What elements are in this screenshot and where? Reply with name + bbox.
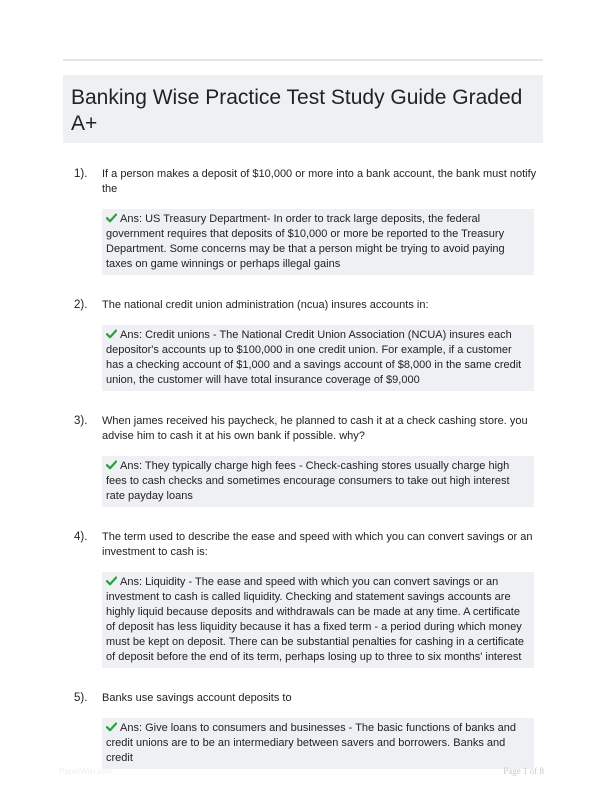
answer-box <box>102 325 534 391</box>
answer-text: Ans: Credit unions - The National Credit Union Association (NCUA) insures each depositor's accounts up to $100,000 in one credit union. For example, if a customer has a checking account of $1,000 and a savings account of $8,000 in the same credit union, the customer will have total insurance coverage of $9,000 <box>106 329 522 386</box>
qa-item-5 <box>63 690 543 769</box>
qa-item-1 <box>63 166 543 275</box>
question-number: 5). <box>74 692 88 704</box>
question-text: If a person makes a deposit of $10,000 or more into a bank account, the bank must notify the <box>102 168 537 195</box>
page-title: Banking Wise Practice Test Study Guide Graded A+ <box>71 86 523 135</box>
question-number: 3). <box>74 415 88 427</box>
question-text: When james received his paycheck, he planned to cash it at a check cashing store. you advise him to cash it at his own bank if possible. why? <box>102 415 528 442</box>
page-number: Page 1 of 8 <box>503 766 544 776</box>
answer-box <box>102 718 534 769</box>
qa-list <box>63 166 543 791</box>
title-banner <box>63 75 543 143</box>
answer-box <box>102 209 534 275</box>
check-icon <box>106 460 117 470</box>
answer-text: Ans: US Treasury Department- In order to track large deposits, the federal government requires that deposits of $10,000 or more be reported to the Treasury Department. Some concerns may be that a person might be trying to avoid paying taxes on game winnings or perhaps illegal gains <box>106 213 505 270</box>
qa-item-4 <box>63 529 543 668</box>
answer-box <box>102 456 534 507</box>
question-number: 2). <box>74 299 88 311</box>
question-text: The term used to describe the ease and speed with which you can convert savings or an investment to cash is: <box>102 531 533 558</box>
qa-item-3 <box>63 413 543 507</box>
qa-item-2 <box>63 297 543 391</box>
question-number: 1). <box>74 168 88 180</box>
answer-text: Ans: Liquidity - The ease and speed with which you can convert savings or an investment to cash is called liquidity. Checking and statement savings accounts are highly liquid because deposits and withdrawals can be made at any time. A certificate of deposit has less liquidity because it has a fixed term - a period during which money must be kept on deposit. There can be substantial penalties for cashing in a certificate of deposit before the end of its term, perhaps losing up to three to six months' interest <box>106 576 525 663</box>
check-icon <box>106 329 117 339</box>
answer-text: Ans: Give loans to consumers and businesses - The basic functions of banks and credit unions are to be an intermediary between savers and borrowers. Banks and credit <box>106 722 517 764</box>
answer-box <box>102 572 534 668</box>
top-divider <box>63 59 543 61</box>
footer-watermark: PaperWiki.com <box>59 767 113 776</box>
check-icon <box>106 722 117 732</box>
check-icon <box>106 576 117 586</box>
question-text: The national credit union administration (ncua) insures accounts in: <box>102 299 429 311</box>
question-number: 4). <box>74 531 88 543</box>
answer-text: Ans: They typically charge high fees - Check-cashing stores usually charge high fees to cash checks and sometimes encourage consumers to take out high interest rate payday loans <box>106 460 510 502</box>
check-icon <box>106 213 117 223</box>
question-text: Banks use savings account deposits to <box>102 692 292 704</box>
